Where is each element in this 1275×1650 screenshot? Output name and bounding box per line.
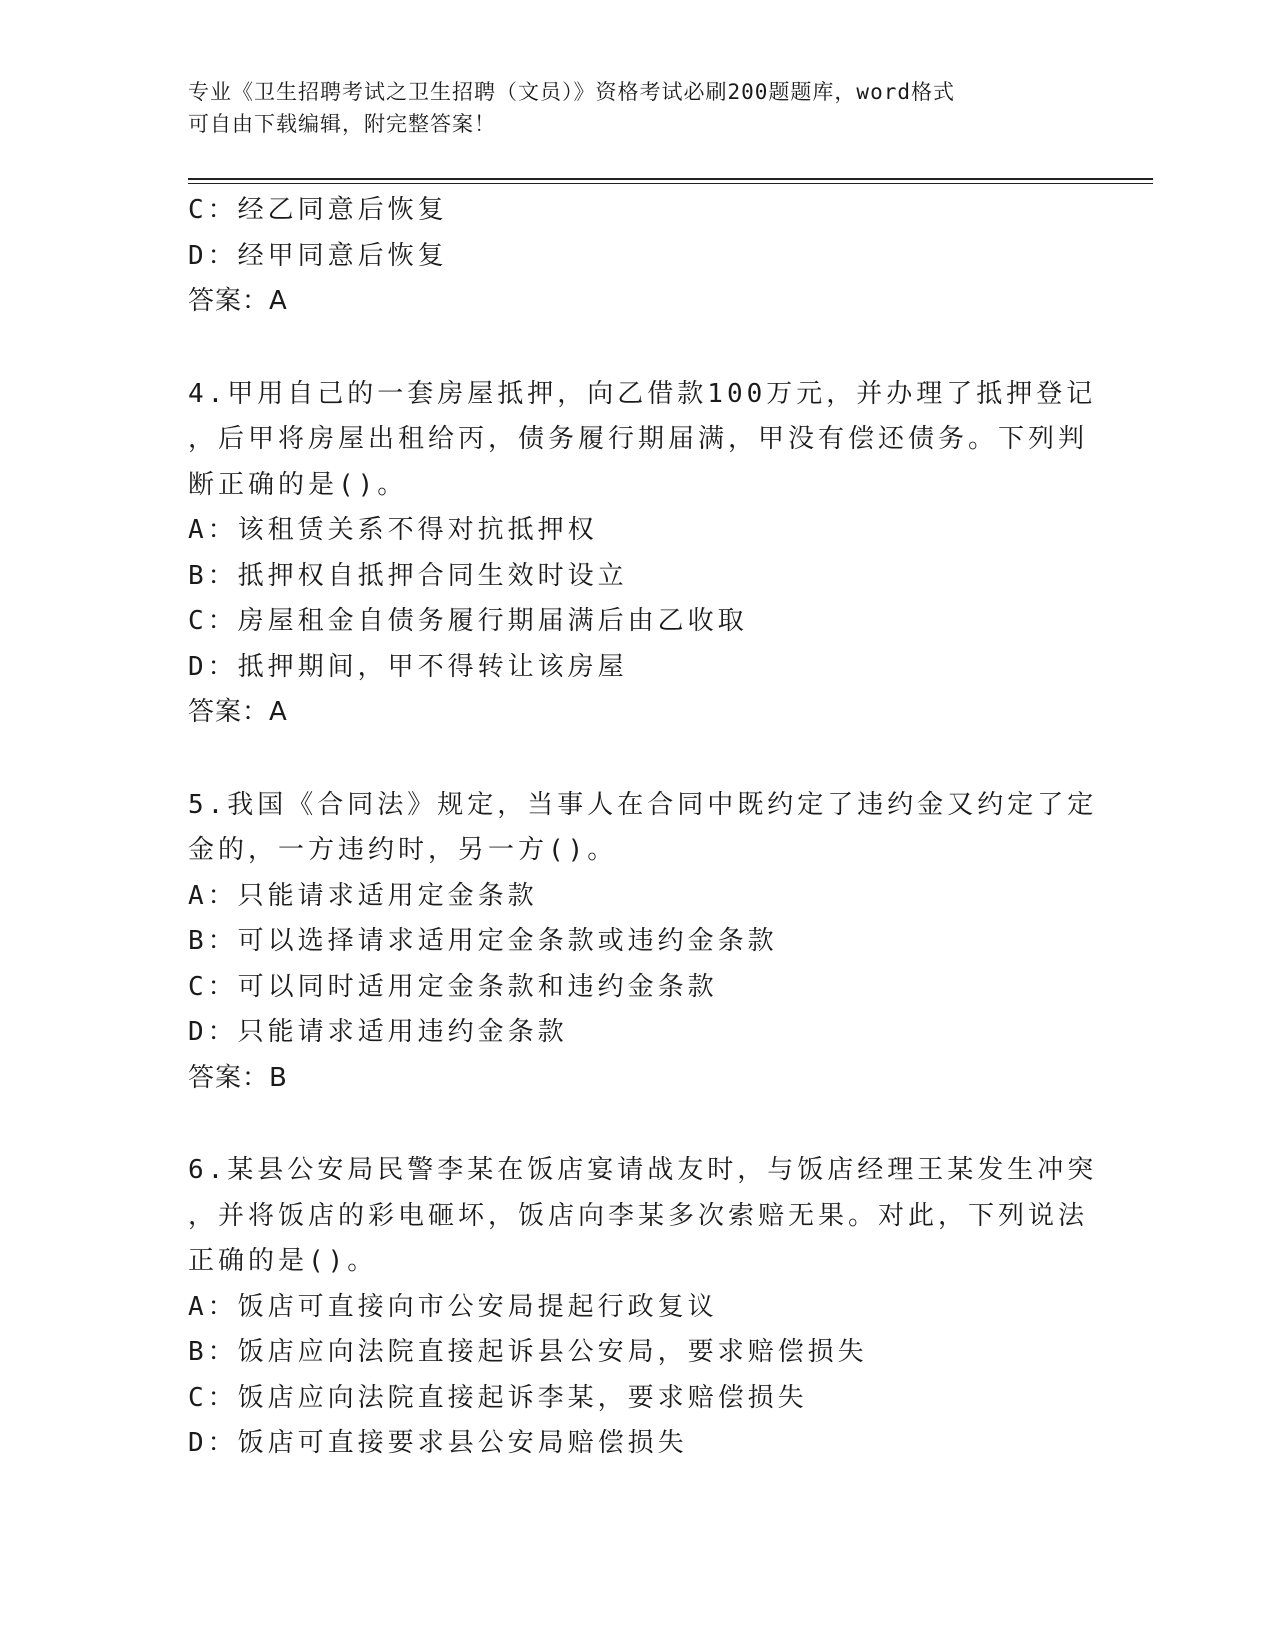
option-c: C：饭店应向法院直接起诉李某，要求赔偿损失: [188, 1382, 808, 1413]
option-d: D：只能请求适用违约金条款: [188, 1017, 568, 1047]
option-c: C：可以同时适用定金条款和违约金条款: [188, 971, 718, 1002]
option-d: D：饭店可直接要求县公安局赔偿损失: [188, 1428, 688, 1458]
question-stem-line: 金的，一方违约时，另一方()。: [188, 835, 618, 865]
question-stem-line: 正确的是()。: [188, 1246, 378, 1276]
page-header: [188, 76, 1068, 140]
option-c: C：经乙同意后恢复: [188, 195, 448, 225]
question-stem-line: ，后甲将房屋出租给丙，债务履行期届满，甲没有偿还债务。下列判: [188, 424, 1089, 454]
question-5: [188, 783, 1098, 1102]
option-d: D：抵押期间，甲不得转让该房屋: [188, 651, 628, 682]
option-b: B：饭店应向法院直接起诉县公安局，要求赔偿损失: [188, 1337, 868, 1367]
header-divider-thick: [188, 178, 1153, 180]
option-d: D：经甲同意后恢复: [188, 240, 448, 271]
header-divider-thin: [188, 183, 1153, 184]
question-6: [188, 1148, 1098, 1467]
option-a: A：该租赁关系不得对抗抵押权: [188, 515, 598, 545]
option-c: C：房屋租金自债务履行期届满后由乙收取: [188, 606, 748, 636]
option-a: A：饭店可直接向市公安局提起行政复议: [188, 1291, 718, 1322]
question-stem-line: ，并将饭店的彩电砸坏，饭店向李某多次索赔无果。对此，下列说法: [188, 1200, 1089, 1231]
question-3: [188, 188, 1068, 325]
answer-line: 答案：B: [188, 1062, 288, 1093]
question-list: [188, 188, 1098, 1467]
option-a: A：只能请求适用定金条款: [188, 880, 538, 911]
spacer: [188, 1101, 1068, 1148]
spacer: [188, 325, 1068, 372]
option-b: B：抵押权自抵押合同生效时设立: [188, 560, 628, 591]
answer-line: 答案：A: [188, 286, 288, 316]
option-b: B：可以选择请求适用定金条款或违约金条款: [188, 926, 778, 956]
answer-line: 答案：A: [188, 697, 288, 727]
question-stem-line: 5.我国《合同法》规定，当事人在合同中既约定了违约金又约定了定: [188, 789, 1098, 820]
question-stem-line: 6.某县公安局民警李某在饭店宴请战友时，与饭店经理王某发生冲突: [188, 1155, 1098, 1185]
question-4: [188, 372, 1097, 736]
header-title-line-2: 可自由下载编辑，附完整答案！: [188, 112, 496, 136]
header-title-line-1: 专业《卫生招聘考试之卫生招聘（文员）》资格考试必刷200题题库，word格式: [188, 80, 955, 104]
spacer: [188, 736, 1068, 783]
question-stem-line: 断正确的是()。: [188, 469, 408, 500]
question-stem-line: 4.甲用自己的一套房屋抵押，向乙借款100万元，并办理了抵押登记: [188, 378, 1097, 409]
